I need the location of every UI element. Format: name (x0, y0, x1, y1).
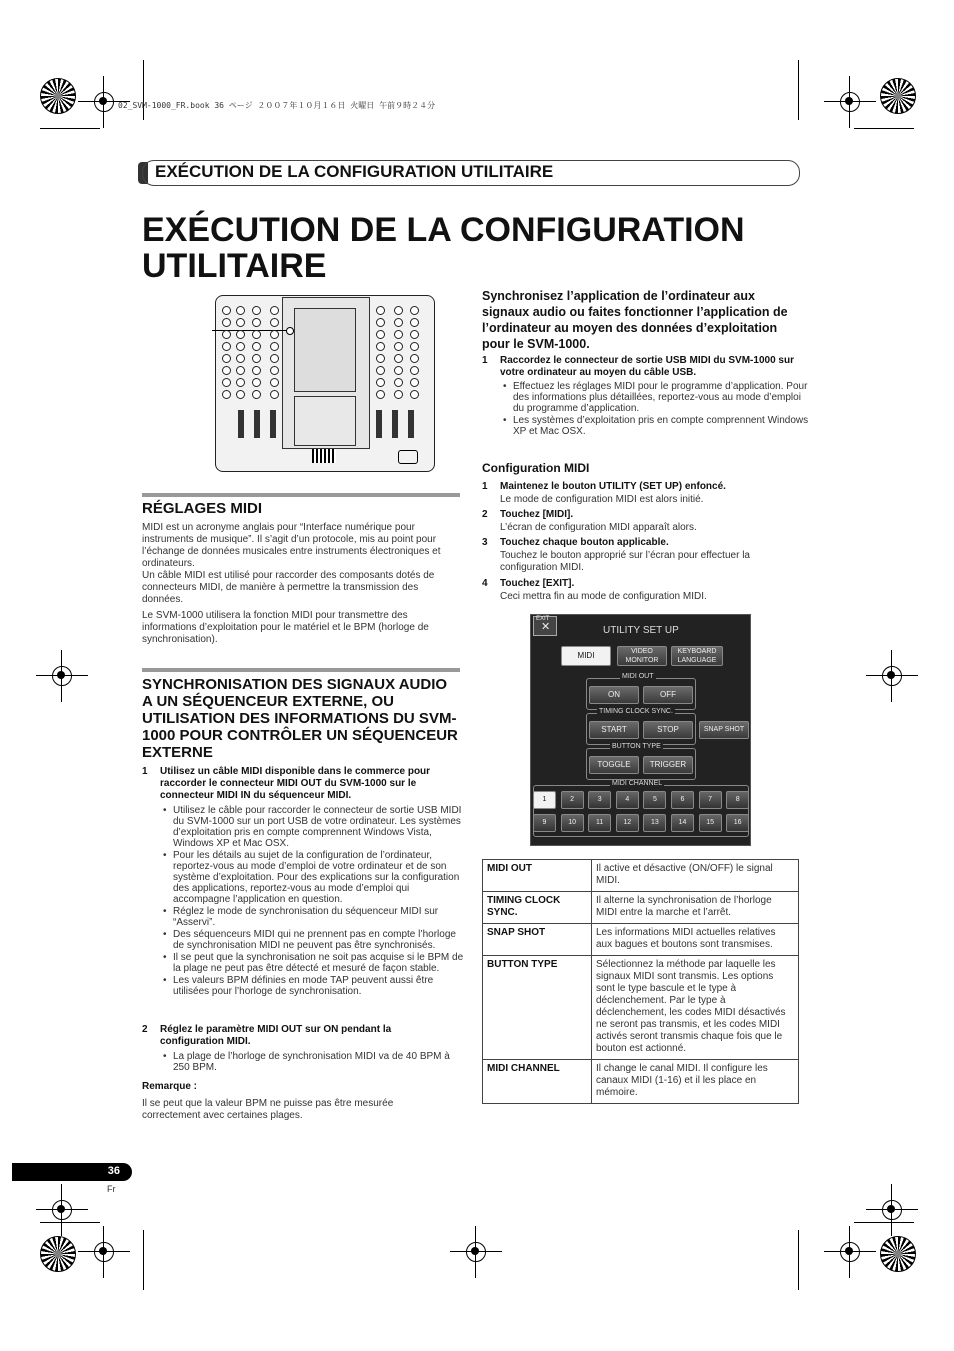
list-item: • Effectuez les réglages MIDI pour le programme d’application. Pour des informations plus détaillées, reportez-vous au mode d’emploi du programme d’application. (513, 381, 809, 414)
exit-label: EXIT (536, 616, 550, 622)
sync-step-1 (142, 766, 460, 802)
device-fader (238, 410, 244, 438)
trigger-button[interactable]: TRIGGER (643, 756, 693, 774)
device-knob (410, 390, 419, 399)
list-item: • La plage de l’horloge de synchronisation MIDI va de 40 BPM à 250 BPM. (173, 1051, 469, 1073)
config-step (482, 509, 800, 535)
crosshair-icon (48, 1196, 76, 1224)
device-knob (222, 390, 231, 399)
toggle-button[interactable]: TOGGLE (589, 756, 639, 774)
sync-step-2 (142, 1024, 460, 1050)
crosshair-icon (878, 1196, 906, 1224)
midi-channel-button[interactable]: 6 (671, 791, 694, 809)
midi-channel-button[interactable]: 10 (561, 814, 584, 832)
crosshair-icon (836, 1238, 864, 1266)
table-row (483, 892, 799, 924)
registration-dial-bottom-left (40, 1236, 76, 1272)
list-item: • Il se peut que la synchronisation ne soit pas acquise si le BPM de la plage ne peut pas être détecté et mesuré de façon stable. (173, 952, 469, 974)
device-knob (410, 378, 419, 387)
crop-mark (40, 1222, 100, 1223)
midi-settings-table (482, 859, 799, 1104)
midi-channel-button[interactable]: 14 (671, 814, 694, 832)
midi-channel-button[interactable]: 2 (561, 791, 584, 809)
device-knob (252, 342, 261, 351)
table-key: SNAP SHOT (483, 924, 592, 956)
section-rule (142, 493, 460, 497)
device-knob (222, 366, 231, 375)
device-knob (376, 330, 385, 339)
crosshair-icon (836, 88, 864, 116)
device-knob (376, 342, 385, 351)
tab-midi[interactable]: MIDI (561, 646, 611, 666)
list-item: • Réglez le mode de synchronisation du séquenceur MIDI sur “Asservi”. (173, 906, 469, 928)
device-knob (394, 342, 403, 351)
device-knob (394, 306, 403, 315)
device-fader (254, 410, 260, 438)
device-touch-panel (294, 396, 356, 446)
snapshot-button[interactable]: SNAP SHOT (699, 721, 749, 739)
step-title: Touchez [EXIT]. (500, 578, 575, 589)
crosshair-icon (48, 662, 76, 690)
crosshair-icon (90, 88, 118, 116)
config-midi-title: Configuration MIDI (482, 461, 590, 475)
device-knob (222, 318, 231, 327)
step-text: Réglez le paramètre MIDI OUT sur ON pendant la configuration MIDI. (160, 1024, 392, 1047)
reglages-paragraphs (142, 522, 460, 646)
table-row (483, 860, 799, 892)
paragraph: MIDI est un acronyme anglais pour “Interface numérique pour instruments de musique”. Il s’agit d’un protocole, mis au point pour l’échange de données musicales entre instruments électroniques et ordinateurs. (142, 522, 441, 569)
device-knob (376, 318, 385, 327)
list-item: • Les valeurs BPM définies en mode TAP peuvent aussi être utilisées pour l’horloge de synchronisation. (173, 975, 469, 997)
device-knob (252, 366, 261, 375)
table-value: Il change le canal MIDI. Il configure les canaux MIDI (1-16) et il les place en mémoire. (592, 1060, 799, 1104)
close-icon: ✕ (541, 621, 551, 633)
device-knob (252, 354, 261, 363)
device-knob (252, 318, 261, 327)
device-knob (376, 306, 385, 315)
device-knob (222, 342, 231, 351)
table-value: Il alterne la synchronisation de l’horloge MIDI entre la marche et l’arrêt. (592, 892, 799, 924)
remark-text: Il se peut que la valeur BPM ne puisse pas être mesurée correctement avec certaines plages. (142, 1098, 394, 1121)
page-title: EXÉCUTION DE LA CONFIGURATION UTILITAIRE (142, 211, 745, 285)
device-knob (376, 366, 385, 375)
registration-dial-top-right (880, 78, 916, 114)
sync-bullets-2 (162, 1051, 469, 1074)
right-step-1 (482, 355, 800, 381)
tab-video-monitor[interactable]: VIDEO MONITOR (617, 646, 667, 666)
section-rule (142, 668, 460, 672)
midi-channel-button[interactable]: 9 (533, 814, 556, 832)
device-screen (294, 308, 356, 392)
step-number: 4 (482, 578, 488, 589)
midi-channel-button[interactable]: 5 (643, 791, 666, 809)
midi-channel-button[interactable]: 15 (699, 814, 722, 832)
utility-title: UTILITY SET UP (603, 625, 679, 636)
device-knob (376, 354, 385, 363)
button-type-label: BUTTON TYPE (612, 743, 661, 750)
device-logo-block (312, 449, 336, 463)
config-step (482, 481, 800, 507)
device-knob (236, 330, 245, 339)
callout-marker (286, 327, 294, 335)
header-title: EXÉCUTION DE LA CONFIGURATION UTILITAIRE (155, 162, 554, 181)
config-step (482, 578, 800, 604)
crop-mark (798, 60, 799, 120)
step-number: 1 (482, 355, 488, 366)
device-icon (398, 450, 418, 464)
device-knob (410, 306, 419, 315)
device-knob (236, 354, 245, 363)
header-bar (142, 160, 800, 186)
paragraph: Le SVM-1000 utilisera la fonction MIDI pour transmettre des informations d’exploitation pour le matériel et le BPM (horloge de synchronisation). (142, 610, 429, 645)
device-knob (236, 342, 245, 351)
crop-mark (40, 128, 100, 129)
device-knob (270, 390, 279, 399)
table-row (483, 956, 799, 1060)
midi-out-on-button[interactable]: ON (589, 686, 639, 704)
device-knob (222, 378, 231, 387)
device-knob (270, 378, 279, 387)
language-code: Fr (107, 1184, 116, 1194)
device-knob (222, 306, 231, 315)
device-knob (270, 330, 279, 339)
crop-mark (854, 128, 914, 129)
step-desc: Le mode de configuration MIDI est alors initié. (500, 494, 704, 505)
table-key: MIDI OUT (483, 860, 592, 892)
midi-channel-label: MIDI CHANNEL (612, 780, 663, 787)
device-knob (394, 354, 403, 363)
step-number: 2 (142, 1024, 148, 1035)
step-number: 3 (482, 537, 488, 548)
device-knob (270, 342, 279, 351)
midi-channel-button[interactable]: 12 (616, 814, 639, 832)
section-title-synchronisation: SYNCHRONISATION DES SIGNAUX AUDIO A UN SÉQUENCEUR EXTERNE, OU UTILISATION DES INFORMATIONS DU SVM-1000 POUR CONTRÔLER UN SÉQUENCEUR EXTERNE (142, 676, 458, 761)
crop-mark (143, 1230, 144, 1290)
device-knob (394, 366, 403, 375)
table-row (483, 1060, 799, 1104)
device-knob (222, 330, 231, 339)
device-fader (270, 410, 276, 438)
crop-mark (854, 1222, 914, 1223)
step-desc: L’écran de configuration MIDI apparaît alors. (500, 522, 697, 533)
device-knob (252, 390, 261, 399)
list-item: • Pour les détails au sujet de la configuration de l’ordinateur, reportez-vous au mode d’emploi de votre ordinateur et de son système d’exploitation. Pour des explications sur la configuration des applications, reportez-vous au mode d’emploi qui accompagne l’application en question. (173, 850, 469, 905)
table-row (483, 924, 799, 956)
crop-mark (143, 60, 144, 120)
exit-button[interactable] (533, 616, 557, 636)
right-section-title: Synchronisez l’application de l’ordinateur aux signaux audio ou faites fonctionner l’application de l’ordinateur au moyen des données d’exploitation pour le SVM-1000. (482, 289, 788, 351)
crosshair-icon (462, 1238, 490, 1266)
timing-clock-label: TIMING CLOCK SYNC. (599, 708, 673, 715)
device-knob (394, 318, 403, 327)
step-desc: Ceci mettra fin au mode de configuration MIDI. (500, 591, 707, 602)
midi-channel-button[interactable]: 13 (643, 814, 666, 832)
device-knob (222, 354, 231, 363)
device-knob (236, 378, 245, 387)
device-knob (410, 318, 419, 327)
device-knob (394, 378, 403, 387)
midi-channel-button[interactable]: 7 (699, 791, 722, 809)
midi-out-label: MIDI OUT (622, 673, 654, 680)
config-step (482, 537, 800, 575)
midi-channel-button[interactable]: 1 (533, 791, 556, 809)
device-knob (236, 306, 245, 315)
crosshair-icon (90, 1238, 118, 1266)
device-knob (410, 354, 419, 363)
step-number: 1 (482, 481, 488, 492)
device-knob (394, 390, 403, 399)
step-text: Raccordez le connecteur de sortie USB MIDI du SVM-1000 sur votre ordinateur au moyen du câble USB. (500, 355, 794, 378)
device-knob (270, 354, 279, 363)
device-knob (270, 306, 279, 315)
device-knob (376, 390, 385, 399)
device-knob (236, 318, 245, 327)
table-value: Sélectionnez la méthode par laquelle les signaux MIDI sont transmis. Les options sont le type bascule et le type à déclenchement. Par le type à déclenchement, les codes MIDI désactivés ne seront pas transmis, et les codes MIDI activés seront transmis chaque fois que le bouton est actionné. (592, 956, 799, 1060)
step-title: Maintenez le bouton UTILITY (SET UP) enfoncé. (500, 481, 726, 492)
list-item: • Des séquenceurs MIDI qui ne prennent pas en compte l’horloge de synchronisation MIDI ne peuvent pas être synchronisés. (173, 929, 469, 951)
midi-channel-button[interactable]: 11 (588, 814, 611, 832)
timing-start-button[interactable]: START (589, 721, 639, 739)
remark-label: Remarque : (142, 1081, 198, 1092)
step-title: Touchez [MIDI]. (500, 509, 574, 520)
print-header: 02_SVM-1000_FR.book 36 ページ ２００７年１０月１６日 火曜日 午前９時２４分 (118, 101, 436, 110)
midi-channel-button[interactable]: 4 (616, 791, 639, 809)
midi-out-off-button[interactable]: OFF (643, 686, 693, 704)
device-knob (376, 378, 385, 387)
crosshair-icon (878, 662, 906, 690)
device-knob (252, 378, 261, 387)
midi-channel-button[interactable]: 8 (726, 791, 749, 809)
table-key: MIDI CHANNEL (483, 1060, 592, 1104)
device-knob (270, 318, 279, 327)
device-fader (408, 410, 414, 438)
step-number: 2 (482, 509, 488, 520)
device-knob (236, 390, 245, 399)
device-knob (252, 306, 261, 315)
registration-dial-bottom-right (880, 1236, 916, 1272)
crop-mark (798, 1230, 799, 1290)
device-knob (410, 366, 419, 375)
list-item: • Les systèmes d’exploitation pris en compte comprennent Windows XP et Mac OSX. (513, 415, 809, 437)
table-value: Les informations MIDI actuelles relatives aux bagues et boutons sont transmises. (592, 924, 799, 956)
device-knob (236, 366, 245, 375)
device-knob (394, 330, 403, 339)
midi-channel-button[interactable]: 16 (726, 814, 749, 832)
device-knob (252, 330, 261, 339)
registration-dial-top-left (40, 78, 76, 114)
table-value: Il active et désactive (ON/OFF) le signal MIDI. (592, 860, 799, 892)
tab-keyboard-language[interactable]: KEYBOARD LANGUAGE (671, 646, 723, 666)
table-key: TIMING CLOCK SYNC. (483, 892, 592, 924)
step-title: Touchez chaque bouton applicable. (500, 537, 669, 548)
page-number: 36 (107, 1165, 120, 1177)
step-text: Utilisez un câble MIDI disponible dans le commerce pour raccorder le connecteur MIDI OUT du SVM-1000 sur le connecteur MIDI IN du séquenceur MIDI. (160, 766, 431, 801)
table-key: BUTTON TYPE (483, 956, 592, 1060)
step-desc: Touchez le bouton approprié sur l’écran pour effectuer la configuration MIDI. (500, 550, 750, 573)
list-item: • Utilisez le câble pour raccorder le connecteur de sortie USB MIDI du SVM-1000 sur un port USB de votre ordinateur. Les systèmes d’exploitation pris en compte comprennent Windows Vista, Windows XP et Mac OSX. (173, 805, 469, 849)
sync-bullets-1 (162, 805, 469, 998)
device-fader (376, 410, 382, 438)
timing-stop-button[interactable]: STOP (643, 721, 693, 739)
device-knob (410, 330, 419, 339)
step-number: 1 (142, 766, 148, 777)
paragraph: Un câble MIDI est utilisé pour raccorder des composants dotés de connecteurs MIDI, de manière à permettre la transmission des données. (142, 570, 435, 605)
device-knob (410, 342, 419, 351)
midi-channel-button[interactable]: 3 (588, 791, 611, 809)
section-title-reglages-midi: RÉGLAGES MIDI (142, 500, 263, 517)
device-knob (270, 366, 279, 375)
device-fader (392, 410, 398, 438)
right-bullets (502, 381, 809, 438)
page-number-tab (12, 1163, 132, 1181)
